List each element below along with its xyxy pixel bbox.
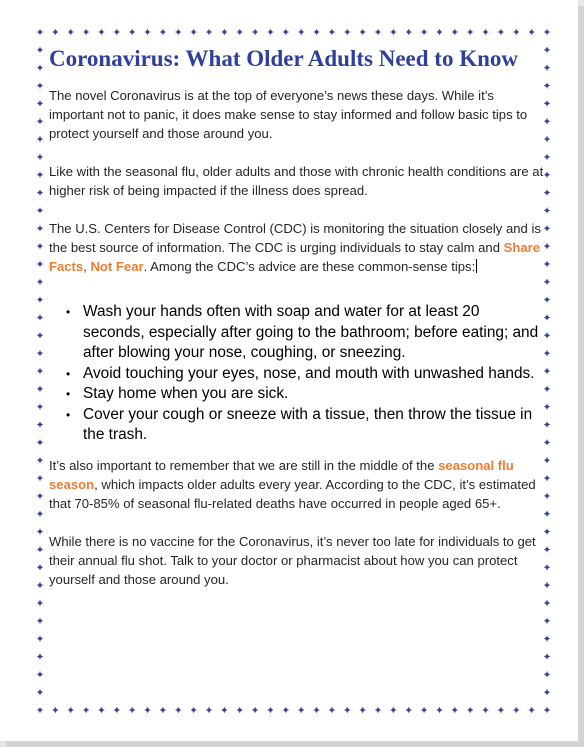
border-dot-icon xyxy=(114,707,120,713)
border-dot-icon xyxy=(191,707,197,713)
border-dot-icon xyxy=(37,47,43,53)
border-dot-icon xyxy=(544,600,550,606)
border-dot-icon xyxy=(68,29,74,35)
border-dot-icon xyxy=(37,29,43,35)
paragraph-vaccine: While there is no vaccine for the Coronavirus, it’s never too late for individuals to get their annual flu shot. Talk to your doctor or pharmacist about how you can protect yourself and those around you. xyxy=(49,533,536,587)
border-dot-icon xyxy=(513,707,519,713)
paragraph-flu-season xyxy=(49,456,544,513)
border-dot-icon xyxy=(222,29,228,35)
border-dot-icon xyxy=(222,707,228,713)
border-dot-icon xyxy=(99,707,105,713)
paragraph-cdc-text-before: The U.S. Centers for Disease Control (CDC) is monitoring the situation closely and is the best source of information. The CDC is urging individuals to stay calm and xyxy=(49,221,541,255)
border-dot-icon xyxy=(37,654,43,660)
border-dot-icon xyxy=(37,672,43,678)
list-item xyxy=(66,405,544,446)
border-dot-icon xyxy=(268,29,274,35)
border-dot-icon xyxy=(129,29,135,35)
border-dot-icon xyxy=(37,208,43,214)
border-dot-icon xyxy=(544,672,550,678)
border-dot-icon xyxy=(37,118,43,124)
border-dot-icon xyxy=(175,707,181,713)
border-dot-icon xyxy=(452,29,458,35)
bullet-icon: • xyxy=(66,387,71,401)
document-body[interactable] xyxy=(49,45,544,589)
border-dot-icon xyxy=(544,47,550,53)
border-dot-icon xyxy=(37,475,43,481)
border-dot-icon xyxy=(129,707,135,713)
border-dot-icon xyxy=(375,29,381,35)
tip-text: Cover your cough or sneeze with a tissue, then throw the tissue in the trash. xyxy=(83,405,533,443)
border-dot-icon xyxy=(298,29,304,35)
border-dot-icon xyxy=(37,65,43,71)
border-dot-icon xyxy=(37,243,43,249)
border-dot-icon xyxy=(544,118,550,124)
border-dot-icon xyxy=(406,707,412,713)
border-dot-icon xyxy=(544,582,550,588)
border-dot-icon xyxy=(160,707,166,713)
border-dot-icon xyxy=(53,707,59,713)
border-dot-icon xyxy=(544,618,550,624)
border-dot-icon xyxy=(544,386,550,392)
list-item xyxy=(66,384,544,405)
border-dot-icon xyxy=(544,279,550,285)
border-dot-icon xyxy=(37,333,43,339)
tip-text: Avoid touching your eyes, nose, and mouth with unwashed hands. xyxy=(83,364,535,382)
border-dot-icon xyxy=(191,29,197,35)
border-dot-icon xyxy=(421,707,427,713)
border-dot-icon xyxy=(544,457,550,463)
border-dot-icon xyxy=(175,29,181,35)
border-dot-icon xyxy=(37,297,43,303)
border-dot-icon xyxy=(544,511,550,517)
border-dot-icon xyxy=(329,707,335,713)
border-dot-icon xyxy=(544,707,550,713)
border-dot-icon xyxy=(37,386,43,392)
border-dot-icon xyxy=(544,136,550,142)
border-dot-icon xyxy=(544,368,550,374)
border-dot-icon xyxy=(83,707,89,713)
border-dot-icon xyxy=(37,547,43,553)
border-dot-icon xyxy=(529,707,535,713)
bullet-icon: • xyxy=(66,407,71,422)
tip-text: Wash your hands often with soap and water for at least 20 seconds, especially after going to the bathroom; before eating; and after blowing your nose, coughing, or sneezing. xyxy=(83,303,539,361)
border-dot-icon xyxy=(145,707,151,713)
page-shadow xyxy=(578,6,584,747)
border-dot-icon xyxy=(544,547,550,553)
list-item xyxy=(66,302,544,364)
border-dot-icon xyxy=(544,529,550,535)
border-dot-icon xyxy=(237,29,243,35)
border-dot-icon xyxy=(314,29,320,35)
border-dot-icon xyxy=(114,29,120,35)
border-dot-icon xyxy=(544,422,550,428)
border-dot-icon xyxy=(83,29,89,35)
border-dot-icon xyxy=(544,350,550,356)
border-dot-icon xyxy=(37,101,43,107)
border-dot-icon xyxy=(391,29,397,35)
page-shadow xyxy=(6,741,584,747)
border-dot-icon xyxy=(544,65,550,71)
border-dot-icon xyxy=(483,29,489,35)
border-dot-icon xyxy=(544,404,550,410)
border-dot-icon xyxy=(544,243,550,249)
border-dot-icon xyxy=(360,29,366,35)
border-dot-icon xyxy=(437,707,443,713)
border-dot-icon xyxy=(544,689,550,695)
border-dot-icon xyxy=(314,707,320,713)
border-dot-icon xyxy=(544,493,550,499)
border-dot-icon xyxy=(37,368,43,374)
border-dot-icon xyxy=(437,29,443,35)
share-facts-highlight: Share Facts, Not Fear xyxy=(49,240,541,274)
border-dot-icon xyxy=(252,707,258,713)
border-dot-icon xyxy=(406,29,412,35)
border-dot-icon xyxy=(37,404,43,410)
border-dot-icon xyxy=(544,101,550,107)
paragraph-flu-text-after: , which impacts older adults every year. According to the CDC, it’s estimated that 70-85% of seasonal flu-related deaths have occurred in people aged 65+. xyxy=(49,476,536,511)
border-dot-icon xyxy=(37,529,43,535)
border-dot-icon xyxy=(37,457,43,463)
border-dot-icon xyxy=(37,279,43,285)
border-dot-icon xyxy=(344,707,350,713)
border-dot-icon xyxy=(37,350,43,356)
border-dot-icon xyxy=(544,440,550,446)
border-dot-icon xyxy=(467,29,473,35)
border-dot-icon xyxy=(452,707,458,713)
paragraph-cdc xyxy=(49,219,544,276)
border-dot-icon xyxy=(544,208,550,214)
border-dot-icon xyxy=(37,440,43,446)
border-dot-icon xyxy=(498,29,504,35)
tips-list xyxy=(49,302,544,446)
text-cursor xyxy=(476,259,477,273)
border-dot-icon xyxy=(145,29,151,35)
border-dot-icon xyxy=(544,225,550,231)
border-dot-icon xyxy=(544,475,550,481)
paragraph-cdc-text-after: . Among the CDC’s advice are these common-sense tips: xyxy=(143,259,476,274)
document-title: Coronavirus: What Older Adults Need to Know xyxy=(49,46,518,71)
list-item xyxy=(66,364,544,385)
border-dot-icon xyxy=(99,29,105,35)
border-dot-icon xyxy=(283,707,289,713)
border-dot-icon xyxy=(360,707,366,713)
border-dot-icon xyxy=(544,564,550,570)
border-dot-icon xyxy=(544,315,550,321)
border-dot-icon xyxy=(483,707,489,713)
bullet-icon: • xyxy=(66,305,71,319)
border-dot-icon xyxy=(37,225,43,231)
border-dot-icon xyxy=(298,707,304,713)
border-dot-icon xyxy=(513,29,519,35)
border-dot-icon xyxy=(544,154,550,160)
border-dot-icon xyxy=(37,582,43,588)
border-dot-icon xyxy=(37,190,43,196)
border-dot-icon xyxy=(206,29,212,35)
border-dot-icon xyxy=(37,493,43,499)
border-dot-icon xyxy=(544,654,550,660)
border-dot-icon xyxy=(37,83,43,89)
border-dot-icon xyxy=(467,707,473,713)
bullet-icon: • xyxy=(66,366,71,381)
paragraph-risk: Like with the seasonal flu, older adults and those with chronic health conditions are at higher risk of being impacted if the illness does spread. xyxy=(49,164,544,198)
border-dot-icon xyxy=(37,422,43,428)
border-dot-icon xyxy=(237,707,243,713)
border-dot-icon xyxy=(37,636,43,642)
border-dot-icon xyxy=(268,707,274,713)
border-dot-icon xyxy=(391,707,397,713)
border-dot-icon xyxy=(68,707,74,713)
border-dot-icon xyxy=(544,297,550,303)
border-dot-icon xyxy=(544,261,550,267)
paragraph-intro: The novel Coronavirus is at the top of everyone’s news these days. While it’s important not to panic, it does make sense to stay informed and follow basic tips to protect yourself and those around you. xyxy=(49,88,528,141)
border-dot-icon xyxy=(252,29,258,35)
border-dot-icon xyxy=(544,190,550,196)
border-dot-icon xyxy=(37,600,43,606)
border-dot-icon xyxy=(53,29,59,35)
border-dot-icon xyxy=(544,83,550,89)
border-dot-icon xyxy=(37,136,43,142)
border-dot-icon xyxy=(544,29,550,35)
border-dot-icon xyxy=(344,29,350,35)
border-dot-icon xyxy=(37,172,43,178)
border-dot-icon xyxy=(529,29,535,35)
border-dot-icon xyxy=(37,689,43,695)
border-dot-icon xyxy=(37,511,43,517)
border-dot-icon xyxy=(544,636,550,642)
border-dot-icon xyxy=(544,172,550,178)
border-dot-icon xyxy=(329,29,335,35)
seasonal-flu-highlight: seasonal flu season xyxy=(49,457,514,492)
border-dot-icon xyxy=(37,154,43,160)
border-dot-icon xyxy=(283,29,289,35)
border-dot-icon xyxy=(206,707,212,713)
border-dot-icon xyxy=(37,564,43,570)
border-dot-icon xyxy=(375,707,381,713)
border-dot-icon xyxy=(37,261,43,267)
border-dot-icon xyxy=(37,618,43,624)
border-dot-icon xyxy=(421,29,427,35)
border-dot-icon xyxy=(160,29,166,35)
paragraph-flu-text-before: It’s also important to remember that we are still in the middle of the xyxy=(49,457,439,473)
border-dot-icon xyxy=(544,333,550,339)
border-dot-icon xyxy=(37,707,43,713)
tip-text: Stay home when you are sick. xyxy=(83,385,289,402)
border-dot-icon xyxy=(37,315,43,321)
border-dot-icon xyxy=(498,707,504,713)
